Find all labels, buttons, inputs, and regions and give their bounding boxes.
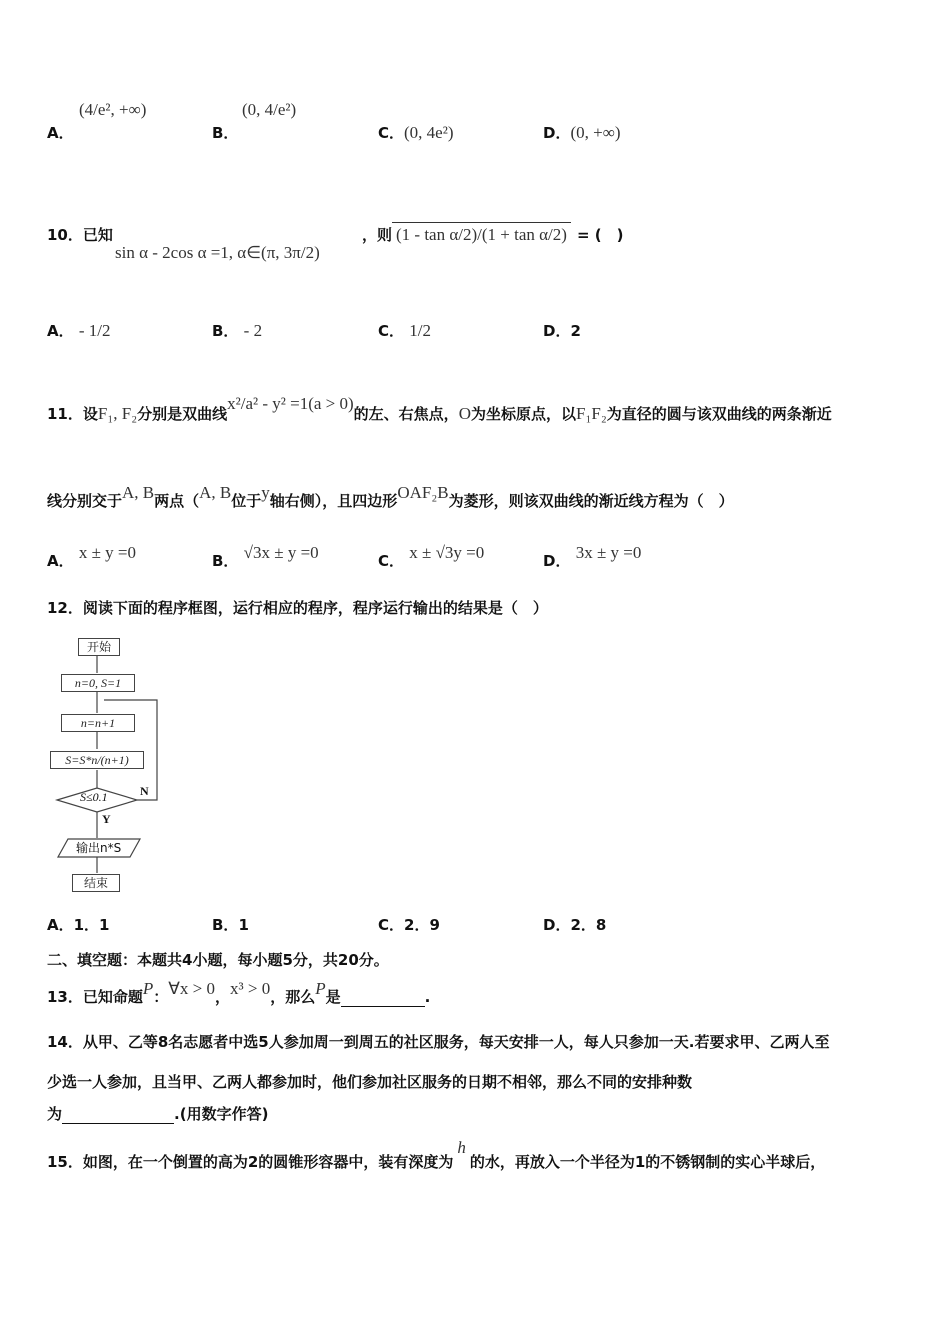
q13: 13．已知命题P：∀x > 0，x³ > 0，那么P是 . xyxy=(47,979,431,1006)
q9-option-a: A． (4/e², +∞) xyxy=(47,100,147,142)
q10-option-d: D．2 xyxy=(543,322,581,340)
q11-line1: 11．设F₁, F₂分别是双曲线x²/a² - y² =1(a > 0)的左、右焦点，O为坐标原点，以F₁F₂为直径的圆与该双曲线的两条渐近 xyxy=(47,394,832,423)
q12-text: 12．阅读下面的程序框图，运行相应的程序，程序运行输出的结果是（ ） xyxy=(47,599,548,617)
q12-option-b: B．1 xyxy=(212,916,249,934)
flowchart-init: n=0, S=1 xyxy=(61,674,135,692)
flowchart-output: 输出n*S xyxy=(76,841,122,855)
q12-option-a: A．1．1 xyxy=(47,916,110,934)
section-2-heading: 二、填空题：本题共4小题，每小题5分，共20分。 xyxy=(47,951,389,969)
q11-option-a: A． x ± y =0 xyxy=(47,543,137,570)
q14-line1: 14．从甲、乙等8名志愿者中选5人参加周一到周五的社区服务，每天安排一人，每人只参加一天.若要求甲、乙两人至 xyxy=(47,1033,830,1051)
q10-mid: ，则 xyxy=(362,226,393,244)
flowchart-increment: n=n+1 xyxy=(61,714,135,732)
q10-option-c: C． 1/2 xyxy=(378,321,431,340)
q13-answer-blank[interactable] xyxy=(341,1006,425,1007)
q12-option-c: C．2．9 xyxy=(378,916,440,934)
q11-line2: 线分别交于A, B两点（A, B位于y轴右侧），且四边形OAF₂B为菱形，则该双曲线的渐近线方程为（ ） xyxy=(47,483,734,510)
q10-condition: sin α - 2cos α =1, α∈(π, 3π/2) xyxy=(115,243,320,262)
q14-answer-blank[interactable] xyxy=(62,1123,174,1124)
q10-prefix: 10．已知 xyxy=(47,226,113,244)
q11-option-d: D． 3x ± y =0 xyxy=(543,543,642,570)
flowchart-update: S=S*n/(n+1) xyxy=(50,751,144,769)
flowchart-yes: Y xyxy=(102,812,111,826)
q10-suffix: = ( ) xyxy=(576,226,624,244)
q15: 15．如图，在一个倒置的高为2的圆锥形容器中，装有深度为h的水，再放入一个半径为1的不锈钢制的实心半球后， xyxy=(47,1138,826,1171)
flowchart-end: 结束 xyxy=(72,874,120,892)
q10-expression: (1 - tan α/2)/(1 + tan α/2) xyxy=(392,222,571,244)
q10-option-b: B． - 2 xyxy=(212,321,263,340)
flowchart-start: 开始 xyxy=(78,638,120,656)
q9-option-b: B． (0, 4/e²) xyxy=(212,100,297,142)
q9-option-d: D．(0, +∞) xyxy=(543,123,621,142)
q14-line2: 少选一人参加，且当甲、乙两人都参加时，他们参加社区服务的日期不相邻，那么不同的安排种数 xyxy=(47,1073,693,1091)
q14-line3: 为 .(用数字作答) xyxy=(47,1105,269,1123)
q11-option-b: B． √3x ± y =0 xyxy=(212,543,319,570)
q11-option-c: C． x ± √3y =0 xyxy=(378,543,485,570)
flowchart-condition: S≤0.1 xyxy=(80,790,108,804)
q9-option-c: C．(0, 4e²) xyxy=(378,123,454,142)
flowchart-no: N xyxy=(140,784,149,798)
q10-option-a: A． - 1/2 xyxy=(47,321,111,340)
q12-option-d: D．2．8 xyxy=(543,916,607,934)
q9-option-a-math: (4/e², +∞) xyxy=(79,100,147,119)
